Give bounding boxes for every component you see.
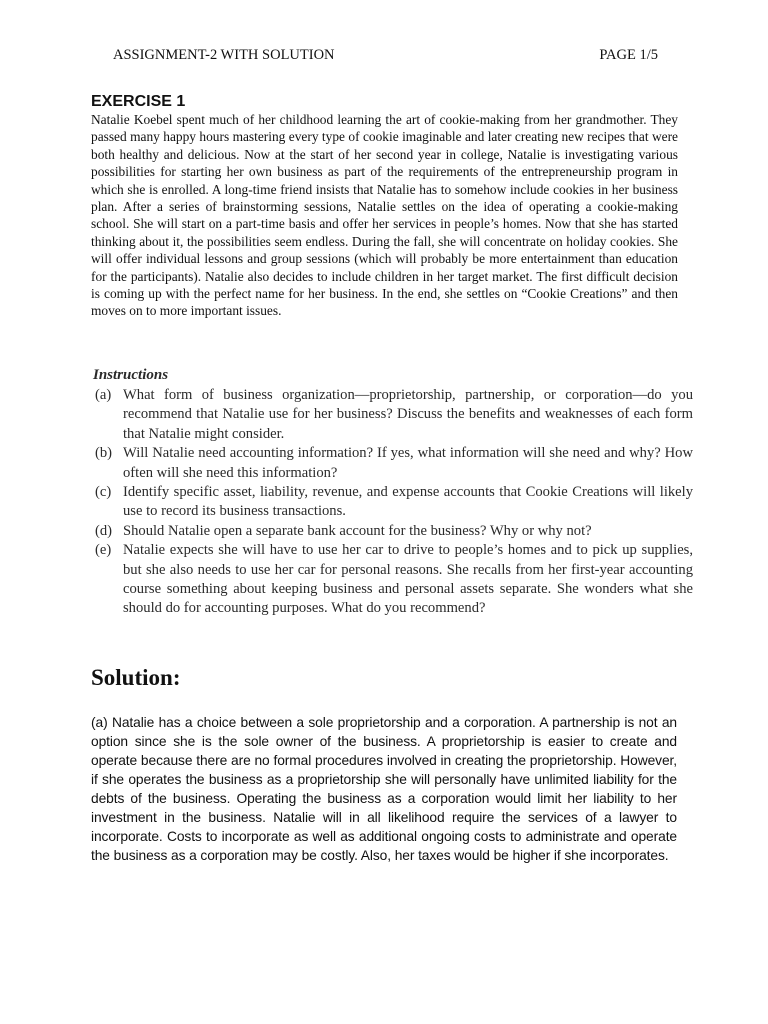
exercise-title: EXERCISE 1 bbox=[91, 93, 186, 110]
solution-body: (a) Natalie has a choice between a sole proprietorship and a corporation. A partnership is not an option since she is the sole owner of the business. A proprietorship is easier to create and operate because there are no formal procedures involved in creating the proprietorship. However, if she operates the business as a proprietorship she will personally have unlimited liability for the debts of the business. Operating the business as a corporation would limit her liability to her investment in the business. Natalie will in all likelihood require the services of a lawyer to incorporate. Costs to incorporate as well as additional ongoing costs to administrate and operate the business as a corporation may be costly. Also, her taxes would be higher if she incorporates. bbox=[91, 715, 677, 863]
solution-title: Solution: bbox=[91, 665, 181, 690]
instruction-item bbox=[95, 386, 693, 444]
header-title: ASSIGNMENT-2 WITH SOLUTION bbox=[113, 47, 335, 63]
exercise-body: Natalie Koebel spent much of her childhood learning the art of cookie-making from her grandmother. They passed many happy hours mastering every type of cookie imaginable and later creating new recipes that were both healthy and delicious. Now at the start of her second year in college, Natalie is investigating various possibilities for starting her own business as part of the requirements of the entrepreneurship program in which she is enrolled. A long-time friend insists that Natalie has to somehow include cookies in her business plan. After a series of brainstorming sessions, Natalie settles on the idea of operating a cookie-making school. She will start on a part-time basis and offer her services in people’s homes. Now that she has started thinking about it, the possibilities seem endless. During the fall, she will concentrate on holiday cookies. She will offer individual lessons and group sessions (which will probably be more entertainment than education for the participants). Natalie also decides to include children in her target market. The first difficult decision is coming up with the perfect name for her business. In the end, she settles on “Cookie Creations” and then moves on to more important issues. bbox=[91, 112, 678, 319]
instruction-marker: (b) bbox=[95, 445, 113, 462]
instruction-item bbox=[95, 483, 693, 522]
instruction-marker: (d) bbox=[95, 522, 113, 539]
instruction-marker: (c) bbox=[95, 484, 112, 501]
instruction-item bbox=[95, 541, 693, 619]
page-number: PAGE 1/5 bbox=[599, 47, 658, 63]
instruction-item bbox=[95, 522, 693, 541]
instruction-text: Identify specific asset, liability, revenue, and expense accounts that Cookie Creations will likely use to record its business transactions. bbox=[123, 484, 693, 520]
instructions-list bbox=[95, 386, 693, 619]
instruction-item bbox=[95, 444, 693, 483]
instruction-text: Will Natalie need accounting information? If yes, what information will she need and why? How often will she need this information? bbox=[123, 445, 693, 481]
instruction-text: What form of business organization—proprietorship, partnership, or corporation—do you recommend that Natalie use for her business? Discuss the benefits and weaknesses of each form that Natalie might consider. bbox=[123, 387, 693, 442]
instruction-marker: (a) bbox=[95, 387, 112, 403]
instructions-title: Instructions bbox=[93, 367, 169, 383]
instruction-text: Should Natalie open a separate bank account for the business? Why or why not? bbox=[123, 522, 592, 539]
page-header bbox=[113, 47, 658, 64]
instruction-text: Natalie expects she will have to use her car to drive to people’s homes and to pick up supplies, but she also needs to use her car for personal reasons. She recalls from her first-year accounting course something about keeping business and personal assets separate. She wonders what she should do for accounting purposes. What do you recommend? bbox=[123, 542, 693, 617]
instruction-marker: (e) bbox=[95, 542, 112, 559]
